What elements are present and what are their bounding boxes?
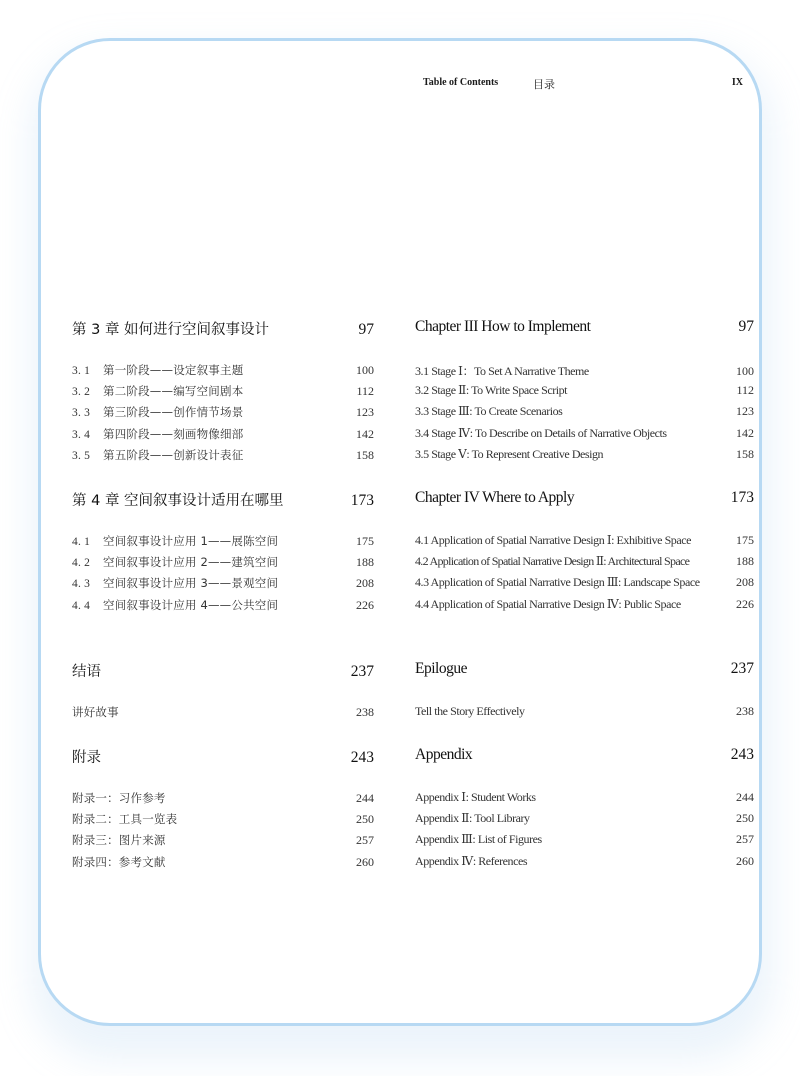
item-page: 123 <box>356 405 374 419</box>
toc-item[interactable] <box>72 554 374 570</box>
toc-item[interactable] <box>415 811 754 826</box>
header-title-cn: 目录 <box>533 78 555 91</box>
item-page: 112 <box>356 384 374 398</box>
toc-section-chapter-3[interactable] <box>72 318 374 339</box>
section-title: 第 4 章 空间叙事设计适用在哪里 <box>72 493 284 509</box>
item-number: 4. 3 <box>72 578 91 590</box>
item-page: 208 <box>356 576 374 590</box>
toc-item[interactable] <box>72 447 374 463</box>
item-title: Appendix Ⅰ: Student Works <box>415 790 536 804</box>
item-title: 4.2 Application of Spatial Narrative Design Ⅱ: Architectural Space <box>415 554 690 568</box>
toc-section-epilogue-en[interactable] <box>415 660 754 678</box>
item-page: 260 <box>356 855 374 869</box>
item-title: 3.3 Stage Ⅲ: To Create Scenarios <box>415 404 563 418</box>
section-title: Chapter IV Where to Apply <box>415 489 575 506</box>
toc-item[interactable] <box>72 832 374 848</box>
toc-item[interactable] <box>72 575 374 591</box>
item-title: 第三阶段——创作情节场景 <box>103 405 244 419</box>
toc-item[interactable] <box>415 704 754 719</box>
item-title: 4.3 Application of Spatial Narrative Design Ⅲ: Landscape Space <box>415 575 700 589</box>
item-page: 238 <box>736 704 754 718</box>
header-page-number: IX <box>731 77 743 88</box>
item-title: 第五阶段——创新设计表征 <box>103 448 244 462</box>
toc-item[interactable] <box>415 575 754 590</box>
section-page: 97 <box>358 321 374 338</box>
toc-item[interactable] <box>72 704 374 720</box>
item-page: 244 <box>356 791 374 805</box>
toc-section-appendix-en[interactable] <box>415 746 754 764</box>
item-title: 4.4 Application of Spatial Narrative Design Ⅳ: Public Space <box>415 597 681 611</box>
item-page: 142 <box>736 426 754 440</box>
item-page: 188 <box>356 555 374 569</box>
item-page: 257 <box>736 832 754 846</box>
item-page: 257 <box>356 833 374 847</box>
item-page: 260 <box>736 854 754 868</box>
item-title: Appendix Ⅳ: References <box>415 854 528 868</box>
item-title: 附录四：参考文献 <box>72 855 166 869</box>
item-page: 100 <box>356 363 374 377</box>
item-title: Appendix Ⅲ: List of Figures <box>415 832 542 846</box>
item-number: 3. 1 <box>72 365 91 377</box>
section-title: 附录 <box>72 750 101 766</box>
item-page: 158 <box>736 447 754 461</box>
item-page: 188 <box>736 554 754 568</box>
section-page: 173 <box>350 492 374 509</box>
item-page: 112 <box>736 383 754 397</box>
item-number: 4. 2 <box>72 557 91 569</box>
toc-item[interactable] <box>72 404 374 420</box>
toc-item[interactable] <box>415 790 754 805</box>
item-page: 142 <box>356 427 374 441</box>
toc-item[interactable] <box>72 426 374 442</box>
item-number: 4. 4 <box>72 600 91 612</box>
item-page: 158 <box>356 448 374 462</box>
toc-item[interactable] <box>415 854 754 869</box>
header-title-en: Table of Contents <box>423 77 499 88</box>
item-page: 226 <box>356 598 374 612</box>
item-title: 3.4 Stage Ⅳ: To Describe on Details of Narrative Objects <box>415 426 667 440</box>
item-title: Appendix Ⅱ: Tool Library <box>415 811 530 825</box>
toc-item[interactable] <box>72 383 374 399</box>
section-title: 结语 <box>72 664 101 680</box>
toc-item[interactable] <box>72 790 374 806</box>
item-page: 238 <box>356 705 374 719</box>
item-title: 附录二：工具一览表 <box>72 812 178 826</box>
toc-item[interactable] <box>415 383 754 398</box>
toc-column-en <box>415 0 754 1076</box>
section-title: Epilogue <box>415 660 467 677</box>
item-title: 4.1 Application of Spatial Narrative Design Ⅰ: Exhibitive Space <box>415 533 691 547</box>
section-page: 243 <box>730 746 754 763</box>
toc-item[interactable] <box>415 554 754 569</box>
toc-item[interactable] <box>415 362 754 379</box>
toc-column-cn <box>72 0 374 1076</box>
item-title: 空间叙事设计应用 1——展陈空间 <box>103 534 279 548</box>
item-title: 附录三：图片来源 <box>72 833 166 847</box>
item-page: 175 <box>356 534 374 548</box>
toc-section-chapter-3-en[interactable] <box>415 318 754 336</box>
toc-item[interactable] <box>415 426 754 441</box>
section-title: Appendix <box>415 746 473 763</box>
toc-item[interactable] <box>72 811 374 827</box>
toc-item[interactable] <box>415 447 754 462</box>
section-title: 第 3 章 如何进行空间叙事设计 <box>72 322 270 338</box>
section-page: 97 <box>738 318 754 335</box>
toc-section-appendix[interactable] <box>72 746 374 767</box>
item-number: 3. 2 <box>72 386 91 398</box>
item-page: 250 <box>356 812 374 826</box>
item-title: Tell the Story Effectively <box>415 704 525 718</box>
toc-item[interactable] <box>415 832 754 847</box>
toc-section-chapter-4-en[interactable] <box>415 489 754 507</box>
item-title: 讲好故事 <box>72 705 119 719</box>
item-title: 3.2 Stage Ⅱ: To Write Space Script <box>415 383 568 397</box>
item-title: 3.1 Stage Ⅰ：To Set A Narrative Theme <box>415 364 589 378</box>
item-page: 208 <box>736 575 754 589</box>
section-page: 237 <box>350 663 374 680</box>
item-page: 175 <box>736 533 754 547</box>
item-title: 空间叙事设计应用 3——景观空间 <box>103 576 279 590</box>
item-title: 第一阶段——设定叙事主题 <box>103 363 244 377</box>
toc-section-chapter-4[interactable] <box>72 489 374 510</box>
item-page: 244 <box>736 790 754 804</box>
item-number: 3. 5 <box>72 450 91 462</box>
item-title: 附录一：习作参考 <box>72 791 166 805</box>
section-page: 237 <box>730 660 754 677</box>
section-page: 173 <box>730 489 754 506</box>
toc-item[interactable] <box>72 533 374 549</box>
item-title: 第二阶段——编写空间剧本 <box>103 384 244 398</box>
item-number: 3. 3 <box>72 407 91 419</box>
section-page: 243 <box>350 749 374 766</box>
item-page: 123 <box>736 404 754 418</box>
toc-item[interactable] <box>72 362 374 378</box>
item-title: 空间叙事设计应用 4——公共空间 <box>103 598 279 612</box>
item-number: 3. 4 <box>72 429 91 441</box>
toc-item[interactable] <box>72 597 374 613</box>
toc-item[interactable] <box>415 533 754 548</box>
section-title: Chapter III How to Implement <box>415 318 591 335</box>
toc-item[interactable] <box>415 404 754 419</box>
toc-section-epilogue[interactable] <box>72 660 374 681</box>
toc-item[interactable] <box>415 597 754 612</box>
item-title: 空间叙事设计应用 2——建筑空间 <box>103 555 279 569</box>
item-title: 3.5 Stage Ⅴ: To Represent Creative Design <box>415 447 604 461</box>
item-title: 第四阶段——刻画物像细部 <box>103 427 244 441</box>
toc-item[interactable] <box>72 854 374 870</box>
item-number: 4. 1 <box>72 536 91 548</box>
item-page: 226 <box>736 597 754 611</box>
item-page: 100 <box>736 364 754 378</box>
item-page: 250 <box>736 811 754 825</box>
